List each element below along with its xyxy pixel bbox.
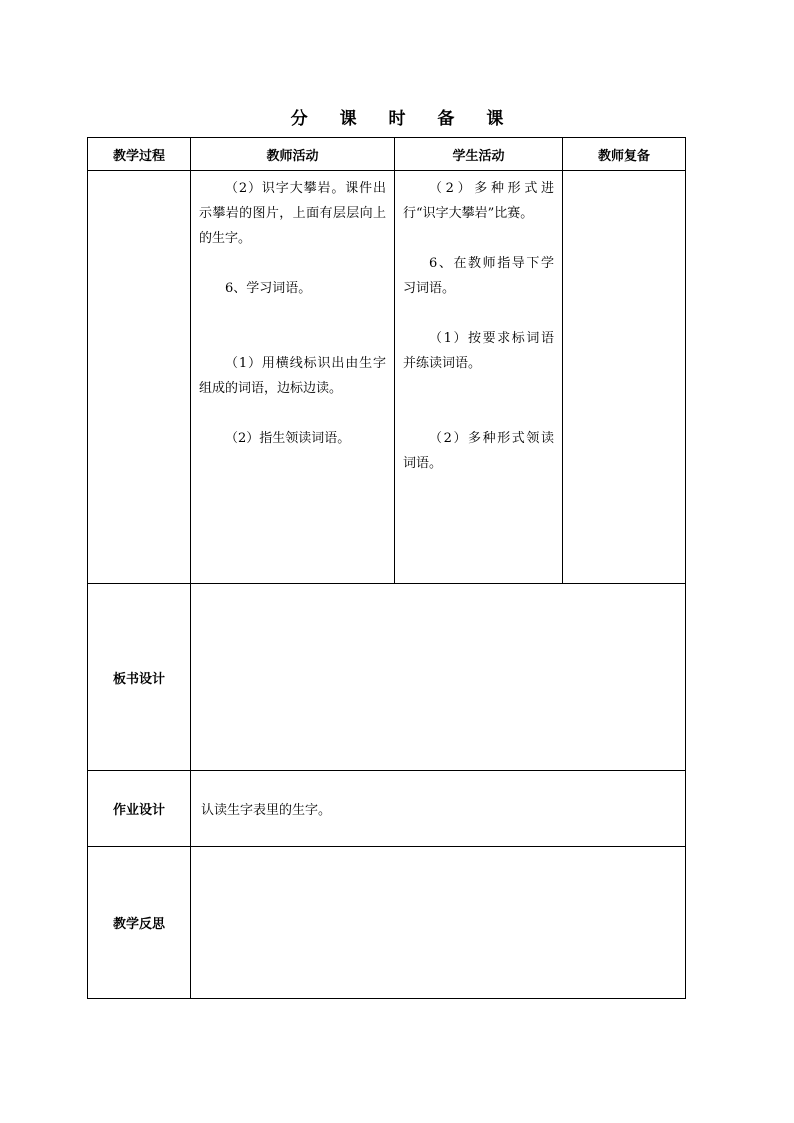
student-activity-item: （1）按要求标词语并练读词语。 <box>403 331 554 371</box>
header-row <box>88 138 686 171</box>
teacher-review-cell <box>563 171 686 584</box>
student-activity-item: （2）多种形式进行“识字大攀岩”比赛。 <box>403 181 554 221</box>
teacher-activity-cell <box>191 171 395 584</box>
header-student-activity: 学生活动 <box>395 138 563 171</box>
header-process: 教学过程 <box>88 138 191 171</box>
student-activity-item: （2）多种形式领读词语。 <box>403 431 554 471</box>
header-teacher-activity: 教师活动 <box>191 138 395 171</box>
homework-text: 认读生字表里的生字。 <box>191 771 686 847</box>
student-activity-item: 6、在教师指导下学习词语。 <box>403 256 554 296</box>
student-activity-cell <box>395 171 563 584</box>
reflection-cell <box>191 847 686 999</box>
board-design-cell <box>191 584 686 771</box>
teacher-activity-item: （2）指生领读词语。 <box>225 431 351 446</box>
page-title: 分 课 时 备 课 <box>290 109 517 129</box>
board-design-label: 板书设计 <box>88 584 191 771</box>
teacher-activity-item: （2）识字大攀岩。课件出示攀岩的图片，上面有层层向上的生字。 <box>199 181 386 246</box>
teacher-activity-item: 6、学习词语。 <box>225 281 312 296</box>
activity-row <box>88 171 686 584</box>
reflection-label: 教学反思 <box>88 847 191 999</box>
lesson-plan-table <box>87 137 686 999</box>
teacher-activity-item: （1）用横线标识出由生字组成的词语，边标边读。 <box>199 356 386 396</box>
homework-label: 作业设计 <box>88 771 191 847</box>
board-design-row <box>88 584 686 771</box>
header-teacher-review: 教师复备 <box>563 138 686 171</box>
reflection-row <box>88 847 686 999</box>
process-cell <box>88 171 191 584</box>
homework-row <box>88 771 686 847</box>
